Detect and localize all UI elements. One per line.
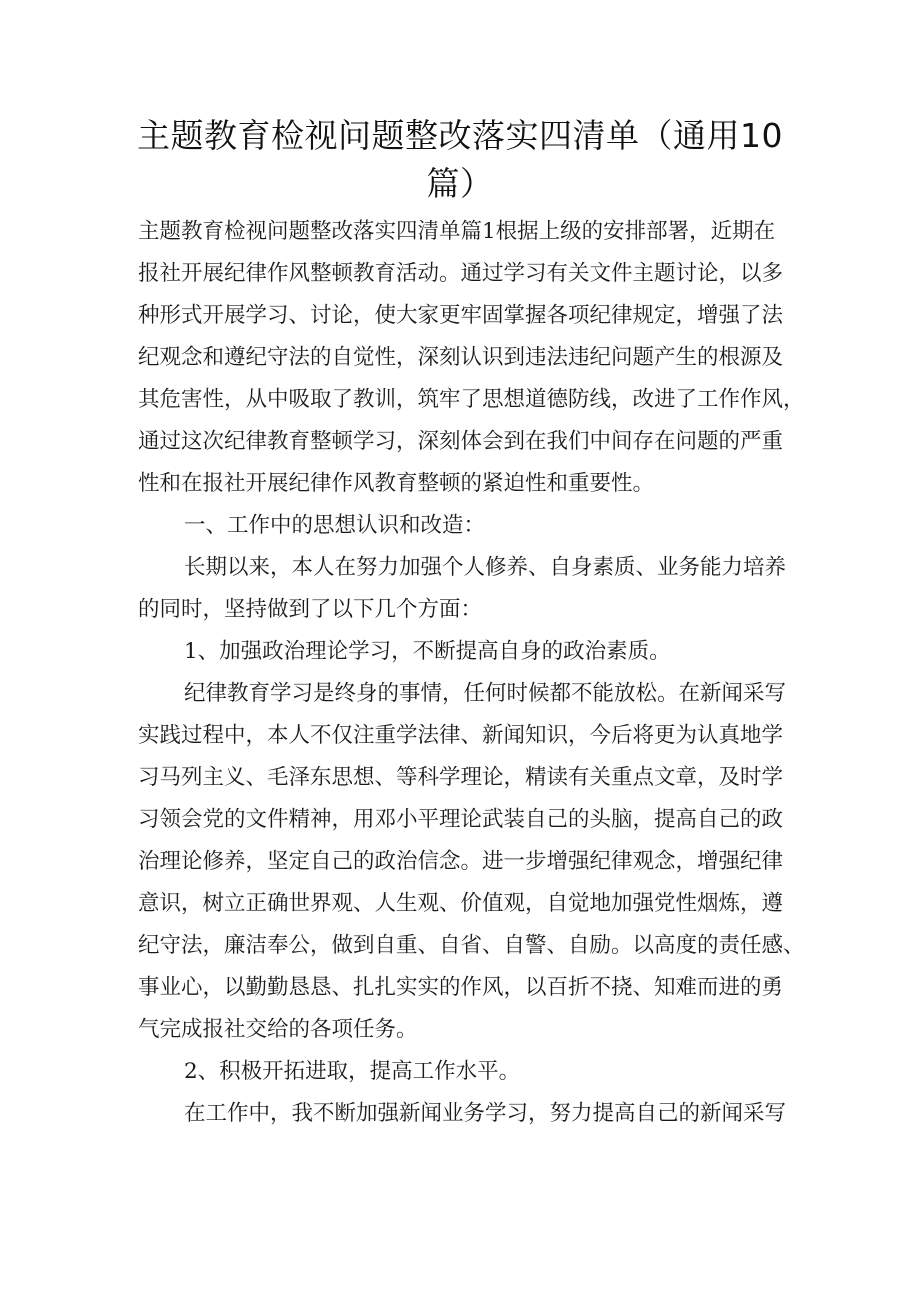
- document-title-line-2: 篇）: [426, 164, 494, 203]
- body-line: 一、工作中的思想认识和改造：: [184, 513, 486, 538]
- body-line: 意识，树立正确世界观、人生观、价值观，自觉地加强党性烟炼，遵: [138, 891, 784, 916]
- body-line: 主题教育检视问题整改落实四清单篇1根据上级的安排部署，近期在: [138, 219, 776, 244]
- body-line: 2、积极开拓进取，提高工作水平。: [184, 1059, 521, 1084]
- body-line: 报社开展纪律作风整顿教育活动。通过学习有关文件主题讨论，以多: [138, 261, 784, 286]
- body-line: 纪律教育学习是终身的事情，任何时候都不能放松。在新闻采写: [184, 681, 787, 706]
- body-line: 其危害性，从中吸取了教训，筑牢了思想道德防线，改进了工作作风，: [138, 387, 805, 412]
- body-line: 纪观念和遵纪守法的自觉性，深刻认识到违法违纪问题产生的根源及: [138, 345, 784, 370]
- body-line: 气完成报社交给的各项任务。: [138, 1017, 418, 1042]
- document-title-line-1: 主题教育检视问题整改落实四清单（通用10: [137, 116, 783, 155]
- body-line: 习领会党的文件精神，用邓小平理论武装自己的头脑，提高自己的政: [138, 807, 784, 832]
- body-line: 纪守法，廉洁奉公，做到自重、自省、自警、自励。以高度的责任感、: [138, 933, 805, 958]
- body-line: 长期以来，本人在努力加强个人修养、自身素质、业务能力培养: [184, 555, 787, 580]
- body-line: 1、加强政治理论学习，不断提高自身的政治素质。: [184, 639, 671, 664]
- document-body: [138, 211, 805, 1135]
- body-line: 在工作中，我不断加强新闻业务学习，努力提高自己的新闻采写: [184, 1101, 787, 1126]
- body-line: 事业心，以勤勤恳恳、扎扎实实的作风，以百折不挠、知难而进的勇: [138, 975, 784, 1000]
- body-line: 性和在报社开展纪律作风教育整顿的紧迫性和重要性。: [138, 471, 655, 496]
- body-line: 种形式开展学习、讨论，使大家更牢固掌握各项纪律规定，增强了法: [138, 303, 784, 328]
- body-line: 习马列主义、毛泽东思想、等科学理论，精读有关重点文章，及时学: [138, 765, 784, 790]
- body-line: 治理论修养，坚定自己的政治信念。进一步增强纪律观念，增强纪律: [138, 849, 784, 874]
- body-line: 实践过程中，本人不仅注重学法律、新闻知识，今后将更为认真地学: [138, 723, 784, 748]
- body-line: 通过这次纪律教育整顿学习，深刻体会到在我们中间存在问题的严重: [138, 429, 784, 454]
- body-line: 的同时，坚持做到了以下几个方面：: [138, 597, 483, 622]
